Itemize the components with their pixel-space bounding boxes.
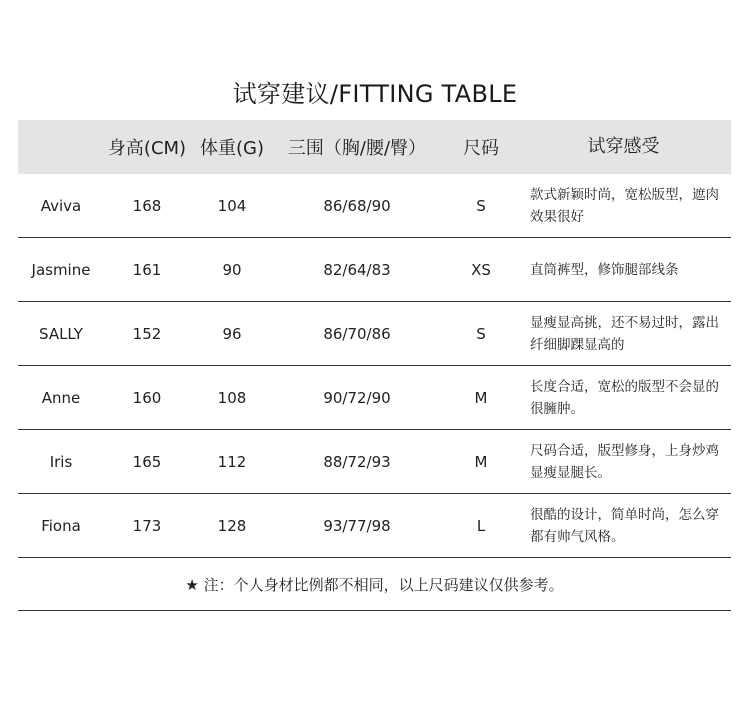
- row-comment: 显瘦显高挑，还不易过时，露出纤细脚踝显高的: [530, 314, 719, 353]
- row-comment: 很酷的设计，简单时尚，怎么穿都有帅气风格。: [530, 506, 719, 545]
- row-measurements: 86/68/90: [323, 196, 391, 215]
- row-size: S: [476, 196, 486, 215]
- row-height: 160: [132, 388, 162, 407]
- row-weight: 108: [217, 388, 247, 407]
- row-name: SALLY: [39, 324, 83, 343]
- row-measurements: 90/72/90: [323, 388, 391, 407]
- row-weight: 128: [217, 516, 247, 535]
- row-size: M: [474, 452, 488, 471]
- row-comment: 尺码合适，版型修身，上身炒鸡显瘦显腿长。: [530, 442, 719, 481]
- row-weight: 90: [222, 260, 242, 279]
- row-measurements: 86/70/86: [323, 324, 391, 343]
- page-title: 试穿建议/FITTING TABLE: [232, 80, 518, 108]
- row-height: 165: [132, 452, 162, 471]
- row-size: XS: [471, 260, 491, 279]
- header-measurements: 三围（胸/腰/臀）: [287, 138, 427, 159]
- table-row: [18, 430, 731, 494]
- row-size: S: [476, 324, 486, 343]
- table-row: [18, 366, 731, 430]
- header-comment: 试穿感受: [587, 136, 660, 157]
- footer-note: ★ 注：个人身材比例都不相同，以上尺码建议仅供参考。: [18, 558, 731, 611]
- row-comment: 直筒裤型，修饰腿部线条: [530, 261, 679, 278]
- row-height: 168: [132, 196, 162, 215]
- row-comment: 款式新颖时尚，宽松版型，遮肉效果很好: [530, 186, 719, 225]
- table-row: [18, 302, 731, 366]
- row-weight: 104: [217, 196, 247, 215]
- fitting-table: [18, 120, 731, 611]
- header-weight: 体重(G): [200, 138, 264, 159]
- row-name: Jasmine: [31, 260, 91, 279]
- row-height: 161: [132, 260, 162, 279]
- table-header-row: [18, 120, 731, 174]
- row-name: Aviva: [40, 196, 82, 215]
- row-size: M: [474, 388, 488, 407]
- row-name: Iris: [49, 452, 73, 471]
- row-name: Anne: [41, 388, 81, 407]
- row-weight: 96: [222, 324, 242, 343]
- row-name: Fiona: [41, 516, 81, 535]
- row-height: 173: [132, 516, 162, 535]
- table-row: [18, 174, 731, 238]
- row-measurements: 93/77/98: [323, 516, 391, 535]
- header-size: 尺码: [463, 138, 499, 159]
- row-height: 152: [132, 324, 162, 343]
- table-row: [18, 238, 731, 302]
- row-weight: 112: [217, 452, 247, 471]
- row-measurements: 82/64/83: [323, 260, 391, 279]
- row-size: L: [476, 516, 486, 535]
- table-row: [18, 494, 731, 558]
- row-comment: 长度合适，宽松的版型不会显的很臃肿。: [530, 378, 719, 417]
- row-measurements: 88/72/93: [323, 452, 391, 471]
- header-height: 身高(CM): [107, 138, 187, 159]
